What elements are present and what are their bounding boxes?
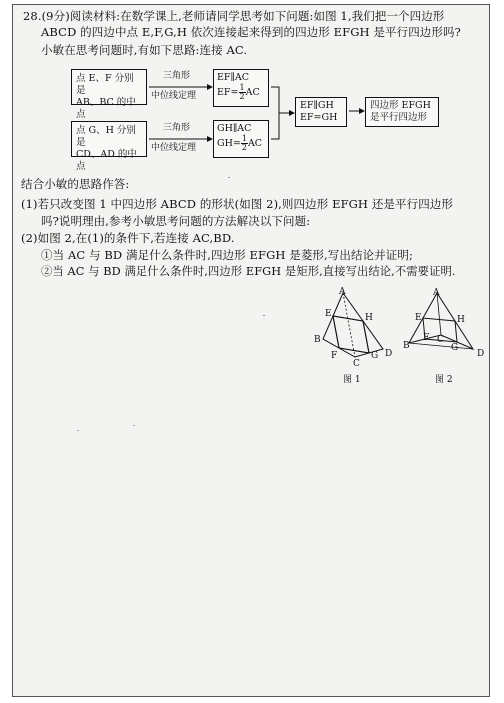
result-equation <box>217 84 265 101</box>
arrow-label-bottom: 中位线定理 <box>151 91 197 101</box>
exam-page <box>12 4 490 697</box>
fig1-label-d: D <box>385 349 393 359</box>
part1-line-1: (1)若只改变图 1 中四边形 ABCD 的形状(如图 2),则四边形 EFGH 还是平行四边形 <box>21 197 454 211</box>
fig2-label-c: C <box>437 335 444 345</box>
fraction-denominator: 2 <box>239 92 245 101</box>
fraction-half <box>241 135 248 152</box>
fig1-label-f: F <box>331 351 338 361</box>
fig1-label-g: G <box>371 351 379 361</box>
question-line-2: ABCD 的四边中点 E,F,G,H 依次连接起来得到的四边形 EFGH 是平行四边形吗? <box>41 25 461 39</box>
scan-speck <box>133 425 135 426</box>
condition-text: 点 E、F 分别是 <box>76 73 134 96</box>
fig2-label-d: D <box>477 349 485 359</box>
result-box-ef <box>213 69 269 107</box>
fig2-label-f: F <box>423 333 430 343</box>
fig2-label-e: E <box>415 313 422 323</box>
arrow-label-top: 三角形 <box>163 71 191 81</box>
result-text: AC <box>245 87 260 98</box>
part1-line-2: 吗?说明理由,参考小敏思考问题的方法解决以下问题: <box>41 214 311 228</box>
arrow-label-bottom: 中位线定理 <box>151 143 197 153</box>
scan-speck <box>263 315 265 316</box>
fig1-caption: 图 1 <box>343 375 361 385</box>
fig1-label-c: C <box>353 359 360 369</box>
condition-text: CD、AD 的中点 <box>76 149 137 172</box>
part2-question-1: ①当 AC 与 BD 满足什么条件时,四边形 EFGH 是菱形,写出结论并证明; <box>41 248 413 262</box>
conclusion-text: 四边形 EFGH <box>370 100 431 111</box>
merge-text: EF=GH <box>300 112 338 123</box>
part2-intro: (2)如图 2,在(1)的条件下,若连接 AC,BD. <box>21 231 235 245</box>
fig2-label-a: A <box>433 288 440 298</box>
fraction-numerator: 1 <box>241 134 247 143</box>
fraction-numerator: 1 <box>239 83 245 92</box>
scan-speck <box>77 430 79 431</box>
fig1-label-h: H <box>365 313 373 323</box>
part2-question-2: ②当 AC 与 BD 满足什么条件时,四边形 EFGH 是矩形,直接写出结论,不需要证明. <box>41 265 456 278</box>
answer-prompt: 结合小敏的思路作答: <box>21 177 130 191</box>
fraction-half <box>239 84 246 101</box>
merge-box <box>295 97 347 127</box>
result-text: GH∥AC <box>217 123 252 134</box>
fig2-caption: 图 2 <box>435 375 453 385</box>
merge-text: EF∥GH <box>300 100 334 111</box>
arrow-label-top: 三角形 <box>163 123 191 133</box>
question-line-3: 小敏在思考问题时,有如下思路:连接 AC. <box>41 43 248 57</box>
result-text: AC <box>247 138 263 149</box>
fig2-label-b: B <box>403 341 410 351</box>
result-text: GH= <box>217 138 241 149</box>
fig2-label-h: H <box>457 315 465 325</box>
result-equation <box>217 135 265 152</box>
figure-2-quadrilateral <box>401 287 491 377</box>
fig1-label-e: E <box>325 309 332 319</box>
question-header: 28.(9分)阅读材料:在数学课上,老师请同学思考如下问题:如图 1,我们把一个四边形 <box>23 9 445 23</box>
fig1-label-b: B <box>314 335 321 345</box>
fig2-label-g: G <box>451 343 459 353</box>
fig1-label-a: A <box>339 287 346 297</box>
conclusion-text: 是平行四边形 <box>370 112 428 123</box>
result-text: EF= <box>217 87 239 98</box>
result-text: EF∥AC <box>217 72 250 83</box>
conclusion-box <box>365 97 439 127</box>
fraction-denominator: 2 <box>241 143 247 152</box>
condition-text: AB、BC 的中点 <box>76 97 136 120</box>
result-box-gh <box>213 120 269 158</box>
condition-text: 点 G、H 分别是 <box>76 125 136 148</box>
